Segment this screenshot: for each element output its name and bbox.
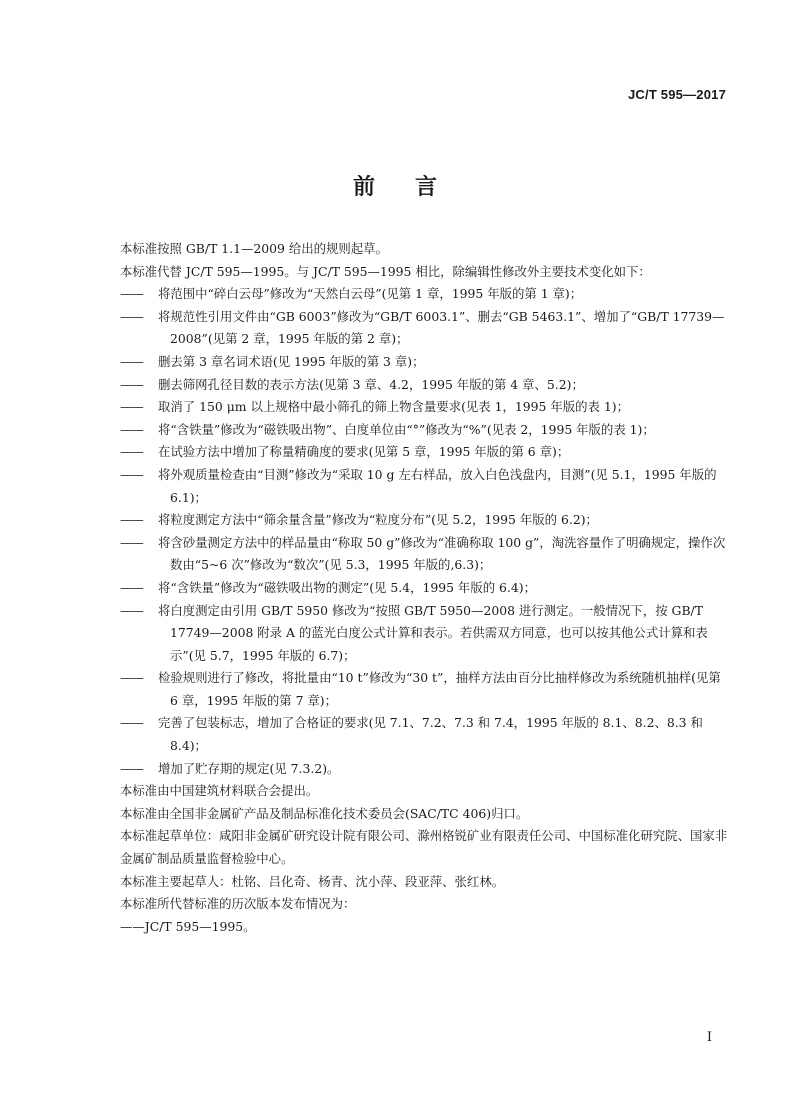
- list-item: —— 在试验方法中增加了称量精确度的要求(见第 5 章，1995 年版的第 6 章)；: [120, 441, 730, 464]
- list-item: —— 将“含铁量”修改为“磁铁吸出物”、白度单位由“°”修改为“%”(见表 2，1995 年版的表 1)；: [120, 419, 730, 442]
- paragraph-drafting-units: 本标准起草单位：咸阳非金属矿研究设计院有限公司、滁州格锐矿业有限责任公司、中国标准化研究院、国家非金属矿制品质量监督检验中心。: [120, 828, 728, 867]
- list-item: —— 删去第 3 章名词术语(见 1995 年版的第 3 章)；: [120, 351, 730, 374]
- list-item: —— 将白度测定由引用 GB/T 5950 修改为“按照 GB/T 5950—2008 进行测定。一般情况下，按 GB/T 17749—2008 附录 A 的蓝光白度公式计算和表示。若供需双方同意，也可以按其他公式计算和表示”(见 5.7，1995 年版的 6.7)；: [120, 600, 730, 668]
- paragraph-history-intro: 本标准所代替标准的历次版本发布情况为：: [120, 896, 356, 912]
- list-item: —— 检验规则进行了修改，将批量由“10 t”修改为“30 t”，抽样方法由百分比抽样修改为系统随机抽样(见第 6 章，1995 年版的第 7 章)；: [120, 667, 730, 712]
- dash-marker: ——: [120, 670, 143, 686]
- dash-marker: ——: [120, 715, 143, 731]
- dash-marker: ——: [120, 579, 143, 595]
- paragraph-drafters: 本标准主要起草人：杜铭、吕化奇、杨青、沈小萍、段亚萍、张红林。: [120, 873, 505, 889]
- page-title: [0, 170, 792, 201]
- foreword-body: [120, 238, 730, 938]
- dash-marker: ——: [120, 376, 143, 392]
- dash-marker: ——: [120, 602, 143, 618]
- list-item: —— 将粒度测定方法中“筛余量含量”修改为“粒度分布”(见 5.2，1995 年版的 6.2)；: [120, 509, 730, 532]
- standard-code: JC/T 595—2017: [628, 87, 726, 102]
- dash-marker: ——: [120, 466, 143, 482]
- list-item: —— 将范围中“碎白云母”修改为“天然白云母”(见第 1 章，1995 年版的第 1 章)；: [120, 283, 730, 306]
- dash-marker: ——: [120, 512, 143, 528]
- list-item: —— 删去筛网孔径目数的表示方法(见第 3 章、4.2，1995 年版的第 4 章、5.2)；: [120, 374, 730, 397]
- title-char-2: 言: [415, 175, 440, 200]
- dash-marker: ——: [120, 399, 143, 415]
- history-item: ——JC/T 595—1995。: [120, 918, 256, 934]
- paragraph-proposed-by: 本标准由中国建筑材料联合会提出。: [120, 783, 319, 799]
- dash-marker: ——: [120, 444, 143, 460]
- list-item: —— 增加了贮存期的规定(见 7.3.2)。: [120, 758, 730, 781]
- paragraph-replaces: 本标准代替 JC/T 595—1995。与 JC/T 595—1995 相比，除编辑性修改外主要技术变化如下：: [120, 263, 651, 279]
- list-item: —— 将外观质量检查由“目测”修改为“采取 10 g 左右样品，放入白色浅盘内，目测”(见 5.1，1995 年版的 6.1)；: [120, 464, 730, 509]
- paragraph-managed-by: 本标准由全国非金属矿产品及制品标准化技术委员会(SAC/TC 406)归口。: [120, 805, 529, 821]
- dash-marker: ——: [120, 534, 143, 550]
- dash-marker: ——: [120, 308, 143, 324]
- list-item: —— 完善了包装标志，增加了合格证的要求(见 7.1、7.2、7.3 和 7.4，1995 年版的 8.1、8.2、8.3 和 8.4)；: [120, 712, 730, 757]
- changes-list: [120, 283, 730, 780]
- page-number: I: [706, 1030, 712, 1045]
- dash-marker: ——: [120, 760, 143, 776]
- list-item: —— 取消了 150 μm 以上规格中最小筛孔的筛上物含量要求(见表 1，1995 年版的表 1)；: [120, 396, 730, 419]
- dash-marker: ——: [120, 353, 143, 369]
- dash-marker: ——: [120, 286, 143, 302]
- list-item: —— 将含砂量测定方法中的样品量由“称取 50 g”修改为“准确称取 100 g”，淘洗容量作了明确规定，操作次数由“5~6 次”修改为“数次”(见 5.3，1995 年版的,6.3)；: [120, 532, 730, 577]
- paragraph-drafting-rules: 本标准按照 GB/T 1.1—2009 给出的规则起草。: [120, 241, 388, 256]
- dash-marker: ——: [120, 421, 143, 437]
- list-item: —— 将规范性引用文件由“GB 6003”修改为“GB/T 6003.1”、删去“GB 5463.1”、增加了“GB/T 17739—2008”(见第 2 章，1995 年版的第 2 章)；: [120, 306, 730, 351]
- title-char-1: 前: [352, 175, 377, 200]
- list-item: —— 将“含铁量”修改为“磁铁吸出物的测定”(见 5.4，1995 年版的 6.4)；: [120, 577, 730, 600]
